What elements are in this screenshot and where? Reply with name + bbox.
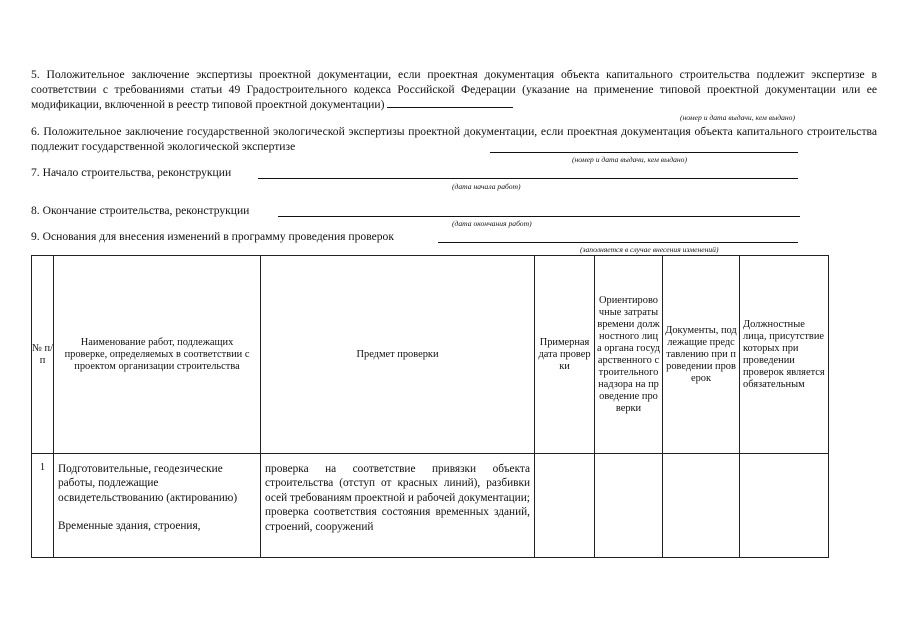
item-6-text: 6. Положительное заключение государственной экологической экспертизы проектной документации, если проектная документация объекта капитального строительства подлежит государственной экологической экспертизе [31,125,877,153]
header-persons: Должностные лица, присутствие которых при проведении проверок является обязательным [740,256,829,454]
row-time-cell[interactable] [595,454,663,558]
item-6-note: (номер и дата выдачи, кем выдано) [572,155,687,164]
table-header-row [32,256,829,454]
row-subject-text-2: проверка соответствия состояния временных зданий, строений, сооружений [265,506,530,533]
item-7-note: (дата начала работ) [452,182,521,191]
inspection-program-table [31,255,829,558]
header-work: Наименование работ, подлежащих проверке, определяемых в соответствии с проектом организации строительства [54,256,261,454]
row-persons-cell[interactable] [740,454,829,558]
item-7-label: 7. Начало строительства, реконструкции [31,166,232,179]
table-row [32,454,829,558]
header-docs: Документы, подлежащие представлению при проведении проверок [663,256,740,454]
item-7-blank[interactable] [258,178,798,179]
row-date-cell[interactable] [535,454,595,558]
header-time: Ориентировочные затраты времени должностного лица органа государственного строительного надзора на проведение проверки [595,256,663,454]
item-9-note: (заполняется в случае внесения изменений) [580,245,719,254]
item-9-blank[interactable] [438,242,798,243]
row-subject-text-1: проверка на соответствие привязки объекта строительства (отступ от красных линий), разбивки осей требованиям проектной и рабочей документации; [265,463,530,504]
item-5-blank[interactable] [387,97,513,108]
row-subject[interactable] [261,454,535,558]
row-work-text-1: Подготовительные, геодезические работы, подлежащие освидетельствованию (актированию) [58,463,238,504]
header-num: № п/п [32,256,54,454]
item-8-note: (дата окончания работ) [452,219,532,228]
row-work-text-2: Временные здания, строения, [58,520,201,533]
row-num: 1 [32,454,54,558]
item-8-label: 8. Окончание строительства, реконструкции [31,204,250,217]
item-5-note: (номер и дата выдачи, кем выдано) [680,113,795,122]
header-date: Примерная дата проверки [535,256,595,454]
row-docs-cell[interactable] [663,454,740,558]
item-9-label: 9. Основания для внесения изменений в программу проведения проверок [31,230,394,243]
item-5-text: 5. Положительное заключение экспертизы проектной документации, если проектная документация объекта капитального строительства подлежит экспертизе в соответствии с требованиями статьи 49 Градостроительного кодекса Российской Федерации (указание на применение типовой проектной документации или ее модификации, включенной в реестр типовой проектной документации) [31,68,877,112]
header-subject: Предмет проверки [261,256,535,454]
row-work[interactable] [54,454,261,558]
item-6-blank[interactable] [490,152,798,153]
item-8-blank[interactable] [278,216,800,217]
